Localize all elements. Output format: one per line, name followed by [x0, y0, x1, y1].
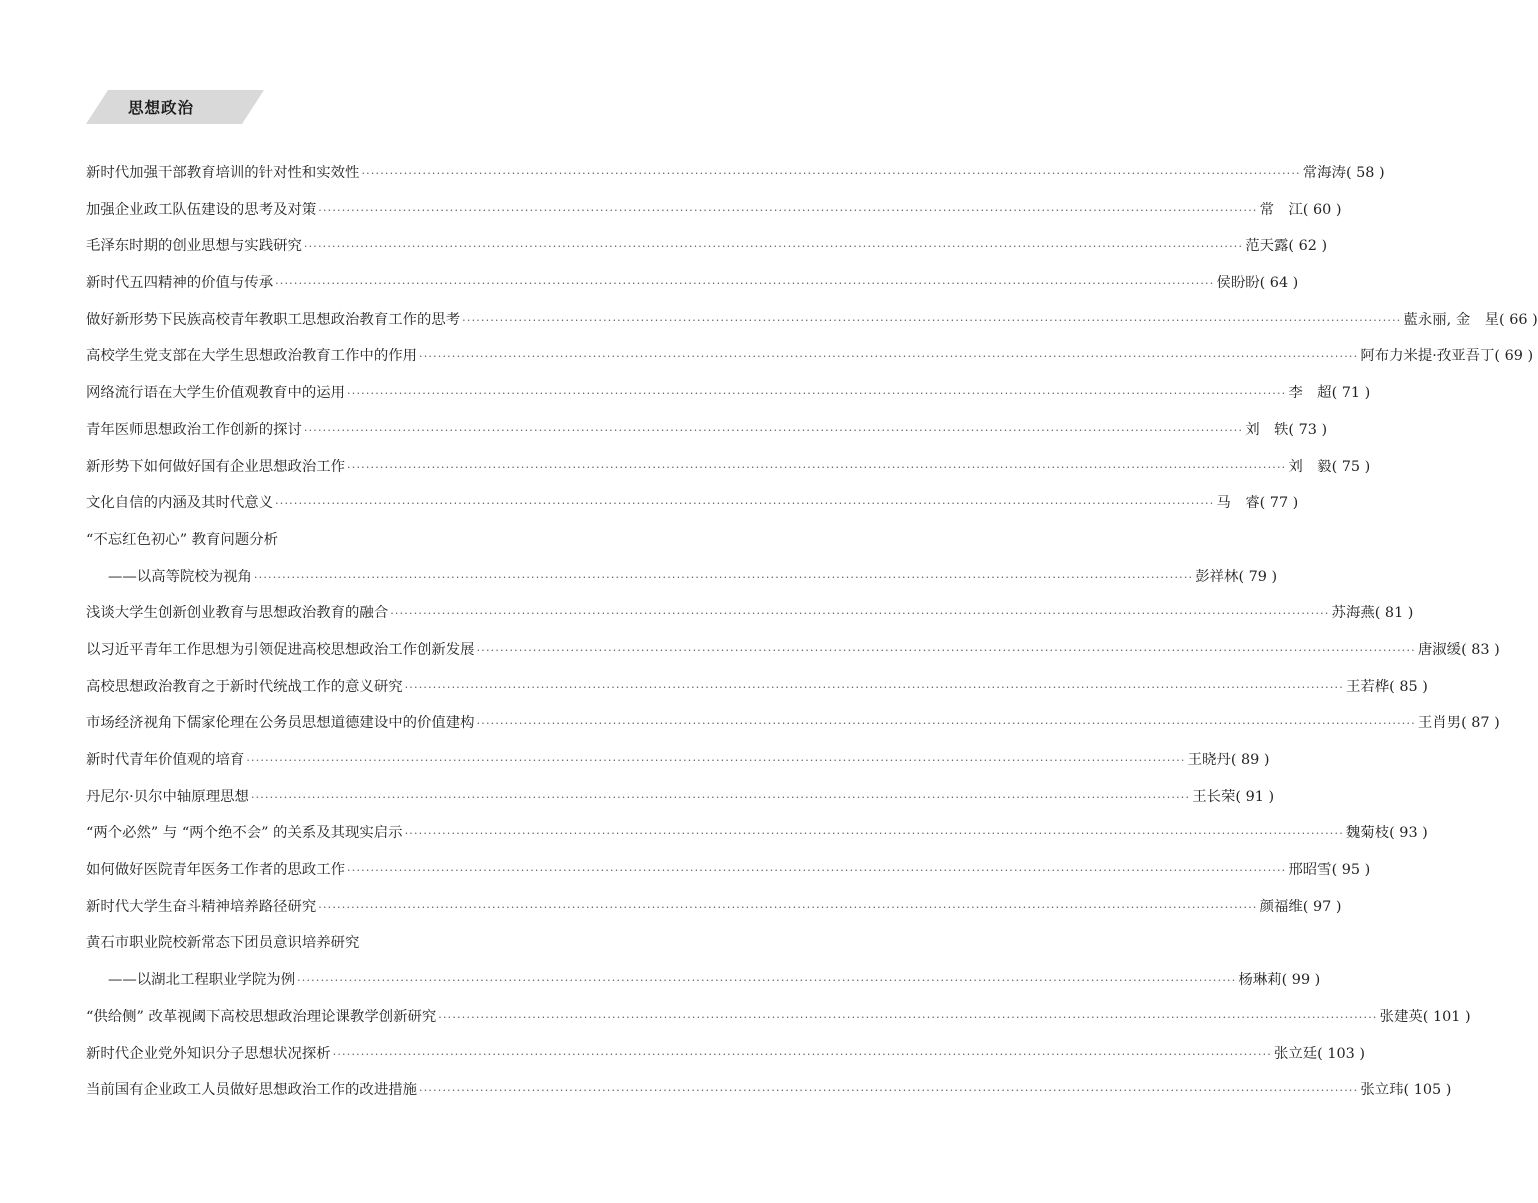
- leader-dots: ········································································································································································································: [347, 460, 1287, 474]
- toc-entry-page: ( 85 ): [1389, 678, 1428, 695]
- leader-dots: ········································································································································································································: [347, 864, 1287, 878]
- toc-entry-author: 常海涛: [1302, 165, 1346, 181]
- toc-entry-author: 藍永丽, 金 星: [1403, 311, 1499, 328]
- leader-dots: ········································································································································································································: [419, 350, 1359, 364]
- toc-entry-author: 刘 轶: [1245, 421, 1289, 438]
- toc-entry-page: ( 89 ): [1230, 752, 1270, 768]
- toc-entry-title: 以习近平青年工作思想为引领促进高校思想政治工作创新发展: [86, 641, 475, 658]
- toc-entry-title: “两个必然” 与 “两个绝不会” 的关系及其现实启示: [86, 825, 403, 842]
- toc-entry-page: ( 91 ): [1235, 788, 1275, 805]
- toc-entry[interactable]: [86, 265, 1299, 302]
- toc-entry[interactable]: [86, 742, 1270, 779]
- toc-entry-author: 魏菊枝: [1345, 825, 1390, 842]
- section-title: 思想政治: [128, 99, 195, 117]
- toc-entry-title: 新时代大学生奋斗精神培养路径研究: [86, 898, 317, 915]
- leader-dots: ········································································································································································································: [476, 717, 1416, 731]
- toc-entry-title: “不忘红色初心” 教育问题分析: [86, 531, 278, 548]
- toc-entry-page: ( 75 ): [1331, 458, 1371, 475]
- toc-entry[interactable]: [86, 302, 1538, 339]
- toc-entry-page: ( 79 ): [1238, 568, 1278, 585]
- leader-dots: ········································································································································································································: [318, 900, 1258, 914]
- toc-entry[interactable]: [86, 925, 828, 962]
- leader-dots: ········································································································································································································: [253, 570, 1194, 584]
- toc-entry[interactable]: [86, 412, 1328, 449]
- toc-entry[interactable]: [86, 889, 1342, 926]
- toc-entry-title: 如何做好医院青年医务工作者的思政工作: [86, 862, 346, 879]
- toc-entry-page: ( 62 ): [1288, 238, 1328, 255]
- leader-dots: ········································································································································································································: [332, 1047, 1272, 1061]
- toc-entry[interactable]: [86, 375, 1371, 412]
- toc-entry-title: 毛泽东时期的创业思想与实践研究: [86, 238, 302, 255]
- toc-entry-author: 侯盼盼: [1216, 275, 1260, 292]
- toc-entry[interactable]: [86, 485, 1299, 522]
- toc-entry-title: 文化自信的内涵及其时代意义: [86, 495, 274, 512]
- toc-entry-page: ( 64 ): [1259, 275, 1299, 292]
- toc-entry-author: 颜福维: [1259, 898, 1303, 915]
- toc-entry[interactable]: [86, 999, 1471, 1036]
- toc-entry-page: ( 73 ): [1288, 421, 1328, 438]
- leader-dots: ········································································································································································································: [303, 423, 1244, 437]
- toc-entry-title: 新时代五四精神的价值与传承: [86, 275, 274, 292]
- toc-entry[interactable]: [86, 522, 828, 559]
- toc-entry-author: 王晓丹: [1187, 752, 1231, 768]
- toc-entry-title: 新时代青年价值观的培育: [86, 752, 245, 768]
- toc-entry-author: 刘 毅: [1288, 458, 1332, 475]
- toc-entry-author: 马 睿: [1216, 495, 1260, 512]
- toc-entry-title: 新形势下如何做好国有企业思想政治工作: [86, 458, 346, 475]
- toc-entry-page: ( 97 ): [1302, 898, 1342, 915]
- toc-entry-page: ( 99 ): [1281, 972, 1321, 989]
- toc-entry-title: 新时代加强干部教育培训的针对性和实效性: [86, 165, 360, 181]
- toc-entry-page: ( 101 ): [1422, 1008, 1471, 1025]
- toc-entry-title: 网络流行语在大学生价值观教育中的运用: [86, 385, 346, 402]
- toc-entry-title: 加强企业政工队伍建设的思考及对策: [86, 201, 317, 218]
- toc-entry-page: ( 83 ): [1461, 641, 1500, 658]
- toc-entry-page: ( 87 ): [1461, 715, 1500, 732]
- toc-entry[interactable]: [86, 1072, 1452, 1109]
- toc-entry[interactable]: [86, 852, 1371, 889]
- toc-entry[interactable]: [86, 228, 1328, 265]
- toc-entry-page: ( 103 ): [1317, 1045, 1366, 1062]
- toc-entry[interactable]: [86, 962, 1321, 999]
- toc-entry-author: 彭祥林: [1195, 568, 1239, 585]
- toc-entry[interactable]: [86, 559, 1278, 596]
- toc-entry-author: 王长荣: [1192, 788, 1236, 805]
- toc-entry-title: ——以湖北工程职业学院为例: [108, 972, 296, 989]
- toc-entry-author: 张立廷: [1273, 1045, 1318, 1062]
- toc-entry-author: 苏海燕: [1331, 605, 1375, 622]
- leader-dots: ········································································································································································································: [275, 277, 1215, 291]
- leader-dots: ········································································································································································································: [318, 203, 1258, 217]
- leader-dots: ········································································································································································································: [275, 497, 1215, 511]
- leader-dots: ········································································································································································································: [246, 754, 1186, 767]
- toc-entry[interactable]: [86, 192, 1342, 229]
- toc-entry[interactable]: [86, 779, 1275, 816]
- leader-dots: ········································································································································································································: [404, 827, 1344, 841]
- table-of-contents: [86, 155, 1538, 1109]
- toc-entry-title: 丹尼尔·贝尔中轴原理思想: [86, 788, 249, 805]
- toc-entry-page: ( 81 ): [1374, 605, 1414, 622]
- toc-entry-title: 做好新形势下民族高校青年教职工思想政治教育工作的思考: [86, 311, 461, 328]
- leader-dots: ········································································································································································································: [303, 240, 1244, 254]
- toc-entry-author: 邢昭雪: [1288, 862, 1332, 879]
- toc-entry-author: 张建英: [1379, 1008, 1423, 1025]
- toc-entry-title: 当前国有企业政工人员做好思想政治工作的改进措施: [86, 1082, 417, 1099]
- toc-entry-page: ( 93 ): [1389, 825, 1428, 842]
- leader-dots: ········································································································································································································: [250, 790, 1191, 804]
- toc-entry[interactable]: [86, 338, 1534, 375]
- toc-entry-title: 高校思想政治教育之于新时代统战工作的意义研究: [86, 678, 403, 695]
- toc-entry[interactable]: [86, 632, 1500, 669]
- leader-dots: ········································································································································································································: [297, 974, 1237, 988]
- leader-dots: ········································································································································································································: [390, 607, 1330, 621]
- toc-entry-title: 黄石市职业院校新常态下团员意识培养研究: [86, 935, 360, 952]
- toc-entry-author: 唐淑缓: [1417, 641, 1462, 658]
- leader-dots: ········································································································································································································: [476, 643, 1416, 657]
- toc-entry-author: 张立玮: [1360, 1082, 1404, 1099]
- toc-entry-page: ( 66 ): [1499, 311, 1538, 328]
- toc-entry-title: 高校学生党支部在大学生思想政治教育工作中的作用: [86, 348, 417, 365]
- toc-entry-author: 常 江: [1259, 201, 1303, 218]
- toc-entry[interactable]: [86, 155, 1385, 192]
- toc-entry-title: 浅谈大学生创新创业教育与思想政治教育的融合: [86, 605, 389, 622]
- toc-entry-author: 阿布力米提·孜亚吾丁: [1360, 348, 1495, 365]
- toc-entry[interactable]: [86, 1036, 1366, 1073]
- leader-dots: ········································································································································································································: [419, 1084, 1359, 1098]
- toc-entry-page: ( 105 ): [1403, 1082, 1452, 1099]
- toc-entry-page: ( 95 ): [1331, 862, 1371, 879]
- toc-entry[interactable]: [86, 705, 1500, 742]
- toc-entry-page: ( 60 ): [1302, 201, 1342, 218]
- leader-dots: ········································································································································································································: [361, 167, 1301, 180]
- toc-entry-page: ( 58 ): [1345, 165, 1385, 181]
- toc-entry-title: 青年医师思想政治工作创新的探讨: [86, 421, 302, 438]
- leader-dots: ········································································································································································································: [404, 680, 1344, 694]
- toc-entry-page: ( 77 ): [1259, 495, 1299, 512]
- toc-entry-title: “供给侧” 改革视阈下高校思想政治理论课教学创新研究: [86, 1008, 437, 1025]
- toc-entry-title: 新时代企业党外知识分子思想状况探析: [86, 1045, 331, 1062]
- leader-dots: ········································································································································································································: [438, 1010, 1378, 1024]
- toc-entry-title: 市场经济视角下儒家伦理在公务员思想道德建设中的价值建构: [86, 715, 475, 732]
- toc-entry-author: 杨琳莉: [1238, 972, 1282, 989]
- toc-entry-author: 李 超: [1288, 385, 1332, 402]
- leader-dots: ········································································································································································································: [347, 387, 1287, 401]
- toc-entry-author: 范天露: [1245, 238, 1289, 255]
- toc-entry-author: 王肖男: [1417, 715, 1462, 732]
- toc-entry[interactable]: [86, 815, 1428, 852]
- toc-entry-page: ( 69 ): [1494, 348, 1534, 365]
- toc-entry[interactable]: [86, 595, 1414, 632]
- leader-dots: ········································································································································································································: [462, 313, 1402, 327]
- toc-entry-page: ( 71 ): [1331, 385, 1371, 402]
- toc-entry[interactable]: [86, 449, 1371, 486]
- toc-entry-title: ——以高等院校为视角: [108, 568, 252, 585]
- toc-entry[interactable]: [86, 669, 1428, 706]
- toc-entry-author: 王若桦: [1345, 678, 1390, 695]
